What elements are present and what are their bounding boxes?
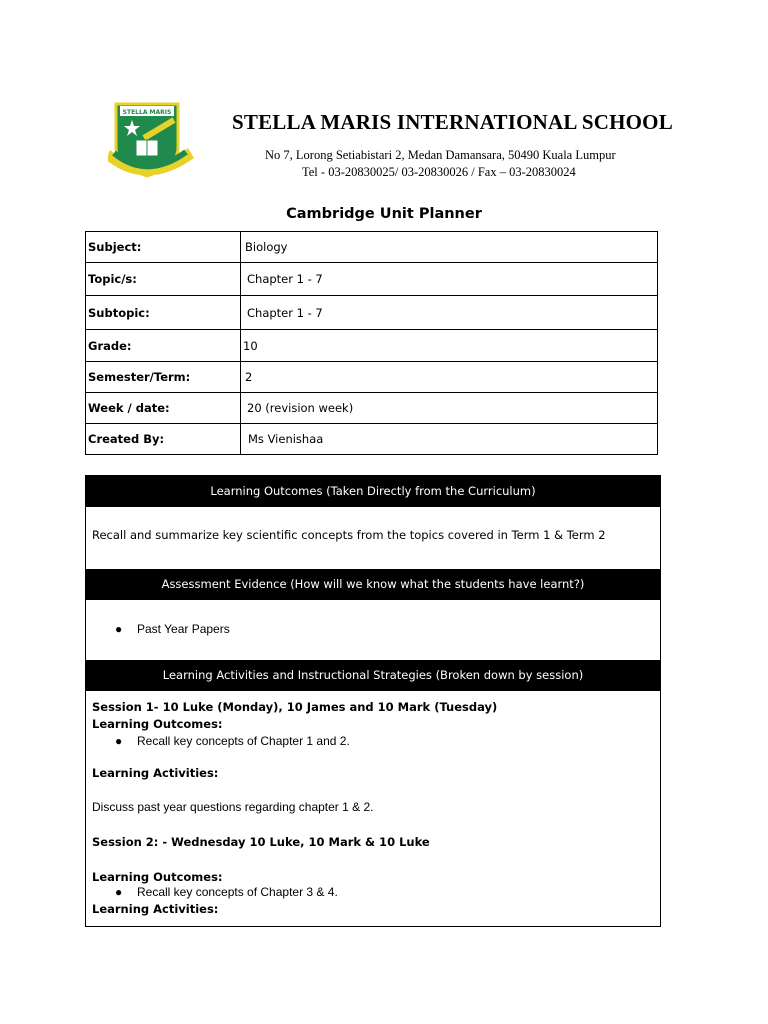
session-1-outcome-text: Recall key concepts of Chapter 1 and 2.: [137, 734, 350, 748]
school-crest-logo: [108, 100, 198, 182]
activities-heading: Learning Activities and Instructional Strategies (Broken down by session): [86, 660, 660, 691]
session-1-activity-text: Discuss past year questions regarding chapter 1 & 2.: [92, 800, 374, 814]
planner-sections: [85, 475, 661, 927]
info-label: Semester/Term:: [86, 362, 241, 393]
learning-outcomes-text: Recall and summarize key scientific concepts from the topics covered in Term 1 & Term 2: [92, 528, 606, 542]
info-value: Biology: [241, 232, 658, 263]
info-row-week: [86, 393, 658, 424]
bullet-icon: ●: [115, 885, 123, 899]
learning-outcomes-heading: Learning Outcomes (Taken Directly from the Curriculum): [86, 476, 660, 507]
school-name: STELLA MARIS INTERNATIONAL SCHOOL: [232, 110, 673, 134]
info-value: 2: [241, 362, 658, 393]
info-row-subject: [86, 232, 658, 263]
unit-info-table: [85, 231, 658, 455]
bullet-icon: ●: [115, 622, 123, 636]
activities-section: [86, 691, 660, 918]
document-title: Cambridge Unit Planner: [286, 206, 482, 222]
info-value: Chapter 1 - 7: [241, 296, 658, 330]
info-label: Week / date:: [86, 393, 241, 424]
info-row-subtopic: [86, 296, 658, 330]
school-contact: Tel - 03-20830025/ 03-20830026 / Fax – 03-20830024: [302, 165, 576, 179]
info-label: Grade:: [86, 330, 241, 362]
info-row-term: [86, 362, 658, 393]
bullet-icon: ●: [115, 734, 123, 748]
assessment-bullet-text: Past Year Papers: [137, 622, 230, 636]
session-2-outcomes-label: Learning Outcomes:: [92, 870, 223, 884]
info-label: Created By:: [86, 424, 241, 455]
session-1-activities-label: Learning Activities:: [92, 766, 219, 780]
info-row-grade: [86, 330, 658, 362]
info-value: 20 (revision week): [241, 393, 658, 424]
info-row-created-by: [86, 424, 658, 455]
svg-text:STELLA MARIS: STELLA MARIS: [122, 109, 172, 116]
session-2-outcome-text: Recall key concepts of Chapter 3 & 4.: [137, 885, 338, 899]
assessment-bullet: [86, 600, 660, 636]
info-label: Topic/s:: [86, 263, 241, 296]
info-value: Ms Vienishaa: [241, 424, 658, 455]
session-2-outcome-bullet: [92, 884, 654, 901]
info-value: Chapter 1 - 7: [241, 263, 658, 296]
info-row-topics: [86, 263, 658, 296]
session-1-outcome-bullet: [92, 733, 654, 750]
info-value: 10: [241, 330, 658, 362]
info-label: Subtopic:: [86, 296, 241, 330]
assessment-section: [86, 600, 660, 660]
session-2-activities-label: Learning Activities:: [92, 902, 219, 916]
session-1-outcomes-label: Learning Outcomes:: [92, 717, 223, 731]
school-address: No 7, Lorong Setiabistari 2, Medan Damansara, 50490 Kuala Lumpur: [265, 148, 616, 162]
assessment-heading: Assessment Evidence (How will we know what the students have learnt?): [86, 569, 660, 600]
session-2-title: Session 2: - Wednesday 10 Luke, 10 Mark & 10 Luke: [92, 835, 430, 849]
session-1-title: Session 1- 10 Luke (Monday), 10 James and 10 Mark (Tuesday): [92, 700, 498, 714]
info-label: Subject:: [86, 232, 241, 263]
